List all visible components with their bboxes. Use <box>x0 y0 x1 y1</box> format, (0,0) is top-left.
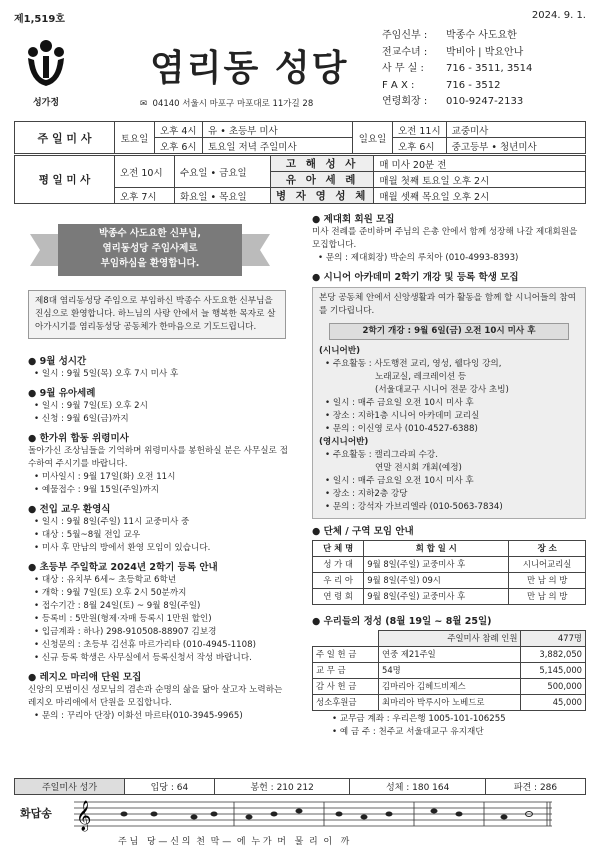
young-senior-class-items <box>319 449 579 514</box>
banner-line: 부임하심을 환영합니다. <box>100 258 200 269</box>
senior-intro: 본당 공동체 안에서 신앙생활과 여가 활동을 함께 할 시니어들의 참여를 기다립니다. <box>319 293 577 316</box>
list-item: • 일시 : 매주 금요일 오전 10시 미사 후 <box>319 397 579 410</box>
staff-value: 010-9247-2133 <box>446 96 524 107</box>
account-note: • 교무금 계좌 : 우리은행 1005-101-106255 <box>326 713 586 726</box>
table-row <box>313 573 586 589</box>
banner-line: 염리동성당 주임사제로 <box>102 243 198 254</box>
list-item: • 미사 후 만남의 방에서 환영 모임이 있습니다. <box>28 542 290 555</box>
staff-role: 사 무 실 : <box>382 63 424 74</box>
list-item: • 대상 : 5월~8월 전입 교우 <box>28 529 290 542</box>
list-item: • 신청 : 9월 6일(금)까지 <box>28 413 290 426</box>
confession-label: 고 해 성 사 <box>271 156 374 172</box>
staff-row <box>382 78 532 95</box>
staff-row <box>382 45 532 62</box>
sunday-label: 일요일 <box>353 122 393 154</box>
mass-time: 오전 11시 <box>393 122 447 138</box>
list-item: • 접수기간 : 8월 24일(토) ~ 9월 8일(주일) <box>28 600 290 613</box>
list-item: • 대상 : 유치부 6세~ 초등학교 6학년 <box>28 574 290 587</box>
parish-title: 염리동 성당 <box>150 48 349 89</box>
mail-icon: ✉ <box>140 99 148 109</box>
staff-row <box>382 28 532 45</box>
list-item: • 문의 : 이신영 로사 (010-4527-6388) <box>319 423 579 436</box>
staff-row <box>382 61 532 78</box>
welcome-message: 제8대 염리동성당 주임으로 부임하신 박종수 사도요한 신부님을 진심으로 환영합니다. 하느님의 사랑 안에서 늘 행복한 목자로 살아가시기를 염리동성당 공동체가 한마음으로 기도드립니다. <box>28 290 286 339</box>
table-cell: 9월 8일(주일) 교중미사 후 <box>364 557 509 573</box>
issue-number: 제1,519호 <box>14 14 65 25</box>
table-cell: 김마리아 김헤드비제스 <box>379 679 521 695</box>
hymn-recessional: 파견 : 286 <box>485 779 585 795</box>
staff-list <box>382 28 532 111</box>
mass-days: 화요일 • 목요일 <box>175 188 271 204</box>
list-item: • 등록비 : 5만원(형제·자매 등록시 1만원 할인) <box>28 613 290 626</box>
table-cell: 연 령 회 <box>313 589 364 605</box>
table-row <box>313 663 586 679</box>
list-item: • 주요활동 : 사도행전 교리, 영성, 웰다잉 강의, <box>319 358 579 371</box>
issue-date: 2024. 9. 1. <box>531 10 586 21</box>
staff-value: 박비아 | 박요안나 <box>446 46 524 58</box>
table-cell: 연중 제21주일 <box>379 647 521 663</box>
staff-role: 전교수녀 : <box>382 46 428 58</box>
table-cell: 500,000 <box>521 679 586 695</box>
table-header <box>313 631 586 647</box>
confession-value: 매 미사 20분 전 <box>374 156 586 172</box>
hymn-offertory: 봉헌 : 210 212 <box>214 779 350 795</box>
mass-desc: 교중미사 <box>446 122 585 138</box>
list-item: 노래교실, 레크레이션 등 <box>375 372 467 382</box>
offering-table <box>312 630 586 711</box>
mass-time: 오후 4시 <box>155 122 203 138</box>
section-title: ● 한가위 합동 위령미사 <box>28 432 290 445</box>
table-header <box>313 541 586 557</box>
section-intro: 돌아가신 조상님들을 기억하며 위령미사를 봉헌하실 분은 사무실로 접수하여 주시기를 바랍니다. <box>28 446 288 469</box>
list-item: • 문의 : 강석자 가브리엘라 (010-5063-7834) <box>319 501 579 514</box>
attendance-value: 477명 <box>521 631 586 647</box>
list-item: • 주요활동 : 캘리그라피 수강. <box>319 449 579 462</box>
column-header: 단 체 명 <box>313 541 364 557</box>
staff-role: 연령회장 : <box>382 96 428 107</box>
logo-label: 성가정 <box>32 98 60 108</box>
table-cell: 우 리 아 <box>313 573 364 589</box>
section-title: ● 9월 유아세례 <box>28 387 290 400</box>
hymn-label: 주일미사 성가 <box>15 779 125 795</box>
table-row <box>313 557 586 573</box>
mass-desc: 중고등부 • 청년미사 <box>446 138 585 154</box>
table-cell: 9월 8일(주일) 교중미사 후 <box>364 589 509 605</box>
table-cell: 만 남 의 방 <box>509 589 586 605</box>
table-cell <box>313 631 379 647</box>
list-item: • 예물접수 : 9월 15일(주일)까지 <box>28 484 290 497</box>
table-cell: 9월 8일(주일) 09시 <box>364 573 509 589</box>
staff-row <box>382 94 532 111</box>
sick-communion-value: 매월 셋째 목요일 오후 2시 <box>374 188 586 204</box>
young-senior-class-title: (영시니어반) <box>319 437 369 447</box>
account-note: • 예 금 주 : 천주교 서울대교구 유지재단 <box>326 726 586 739</box>
table-cell: 주 일 헌 금 <box>313 647 379 663</box>
groups-table <box>312 540 586 605</box>
table-cell: 5,145,000 <box>521 663 586 679</box>
list-item: • 미사일시 : 9월 17일(화) 오전 11시 <box>28 471 290 484</box>
senior-class-title: (시니어반) <box>319 346 361 356</box>
list-item: • 문의 : 제대회장) 박순의 루치아 (010-4993-8393) <box>312 252 586 265</box>
list-item: 연말 전시회 개최(예정) <box>375 463 462 473</box>
section-intro: 신앙의 모범이신 성모님의 겸손과 순명의 삶을 닮아 살고자 노력하는 레지오 마리애에서 단원을 모집합니다. <box>28 685 283 708</box>
table-cell: 교 무 금 <box>313 663 379 679</box>
list-item: • 신청문의 : 초등부 김선휴 마르가리타 (010-4945-1108) <box>28 639 290 652</box>
section-title: ● 전입 교우 환영식 <box>28 503 290 516</box>
weekday-schedule <box>14 155 586 204</box>
table-cell: 시니어교리실 <box>509 557 586 573</box>
table-cell: 3,882,050 <box>521 647 586 663</box>
mass-days: 수요일 • 금요일 <box>175 156 271 188</box>
baptism-value: 매월 첫째 토요일 오후 2시 <box>374 172 586 188</box>
parish-logo <box>16 38 76 106</box>
offering-title: ● 우리들의 정성 (8월 19일 ~ 8월 25일) <box>312 615 586 628</box>
list-item: • 일시 : 매주 금요일 오전 10시 미사 후 <box>319 475 579 488</box>
altar-society-intro: 미사 전례를 준비하며 주님의 은총 안에서 함께 성장해 나갈 제대회원을 모집합니다. <box>312 227 578 250</box>
music-staff-icon <box>74 796 554 832</box>
section-title: ● 9월 성시간 <box>28 355 290 368</box>
right-column <box>312 213 586 739</box>
senior-academy-title: ● 시니어 아카데미 2학기 개강 및 등록 학생 모집 <box>312 271 586 284</box>
list-item: • 장소 : 지하1층 시니어 아카데미 교리실 <box>319 410 579 423</box>
list-item: • 문의 : 꾸리아 단장) 이화선 마르타(010-3945-9965) <box>28 710 290 723</box>
welcome-banner <box>30 220 270 280</box>
opening-date: 2학기 개강 : 9월 6일(금) 오전 10시 미사 후 <box>329 323 569 340</box>
saturday-label: 토요일 <box>115 122 155 154</box>
hymn-communion: 성체 : 180 164 <box>350 779 486 795</box>
list-item: • 일시 : 9월 7일(토) 오후 2시 <box>28 400 290 413</box>
svg-text:𝄞: 𝄞 <box>76 801 92 831</box>
staff-role: F A X : <box>382 79 415 91</box>
account-notes <box>312 713 586 739</box>
baptism-label: 유 아 세 례 <box>271 172 374 188</box>
table-row <box>313 695 586 711</box>
table-row <box>313 589 586 605</box>
left-column <box>28 355 290 723</box>
mass-desc: 토요일 저녁 주일미사 <box>203 138 353 154</box>
hymn-entrance: 입당 : 64 <box>125 779 215 795</box>
staff-value: 716 - 3512 <box>446 79 501 91</box>
mass-time: 오전 10시 <box>115 156 175 188</box>
altar-society-title: ● 제대회 회원 모집 <box>312 213 586 226</box>
table-row <box>313 679 586 695</box>
mass-time: 오후 6시 <box>155 138 203 154</box>
mass-time: 오후 6시 <box>393 138 447 154</box>
table-row <box>313 647 586 663</box>
senior-class-items <box>319 358 579 436</box>
table-cell: 성 가 대 <box>313 557 364 573</box>
list-item: • 일시 : 9월 8일(주일) 11시 교중미사 중 <box>28 516 290 529</box>
psalm-lyrics: 주 님 당 — 신 의 천 막 — 에 누 가 머 물 리 이 까 <box>118 837 350 847</box>
weekday-mass-label: 평 일 미 사 <box>15 156 115 204</box>
table-cell: 45,000 <box>521 695 586 711</box>
sunday-mass-label: 주 일 미 사 <box>15 122 115 154</box>
mass-schedule <box>14 121 586 154</box>
mass-time: 오후 7시 <box>115 188 175 204</box>
address: ✉ 04140 서울시 마포구 마포대로 11가길 28 <box>140 99 314 109</box>
list-item: • 개학 : 9월 7일(토) 오후 2시 50분까지 <box>28 587 290 600</box>
table-cell: 최마리아 박루시아 노베드로 <box>379 695 521 711</box>
table-cell: 만 남 의 방 <box>509 573 586 589</box>
column-header: 장 소 <box>509 541 586 557</box>
attendance-label: 주일미사 참례 인원 <box>379 631 521 647</box>
column-header: 회 합 일 시 <box>364 541 509 557</box>
staff-role: 주임신부 : <box>382 30 428 41</box>
table-cell: 54명 <box>379 663 521 679</box>
list-item: (서울대교구 시니어 전문 강사 초빙) <box>375 385 509 395</box>
banner-line: 박종수 사도요한 신부님, <box>99 228 201 239</box>
list-item: • 신규 등록 학생은 사무실에서 등록신청서 작성 바랍니다. <box>28 652 290 665</box>
section-title: ● 초등부 주일학교 2024년 2학기 등록 안내 <box>28 561 290 574</box>
mass-desc: 유 • 초등부 미사 <box>203 122 353 138</box>
list-item: • 입금계좌 : 하나) 298-910508-88907 김보경 <box>28 626 290 639</box>
hymn-table <box>14 778 586 795</box>
sick-communion-label: 병 자 영 성 체 <box>271 188 374 204</box>
list-item: • 장소 : 지하2층 강당 <box>319 488 579 501</box>
section-title: ● 레지오 마리애 단원 모집 <box>28 671 290 684</box>
table-cell: 감 사 헌 금 <box>313 679 379 695</box>
staff-value: 716 - 3511, 3514 <box>446 63 533 74</box>
staff-value: 박종수 사도요한 <box>446 30 517 41</box>
list-item: • 일시 : 9월 5일(목) 오후 7시 미사 후 <box>28 368 290 381</box>
psalm-label: 화답송 <box>20 807 52 820</box>
holy-family-icon <box>16 38 76 90</box>
table-cell: 성소후원금 <box>313 695 379 711</box>
groups-title: ● 단체 / 구역 모임 안내 <box>312 525 586 538</box>
senior-academy-box <box>312 287 586 519</box>
